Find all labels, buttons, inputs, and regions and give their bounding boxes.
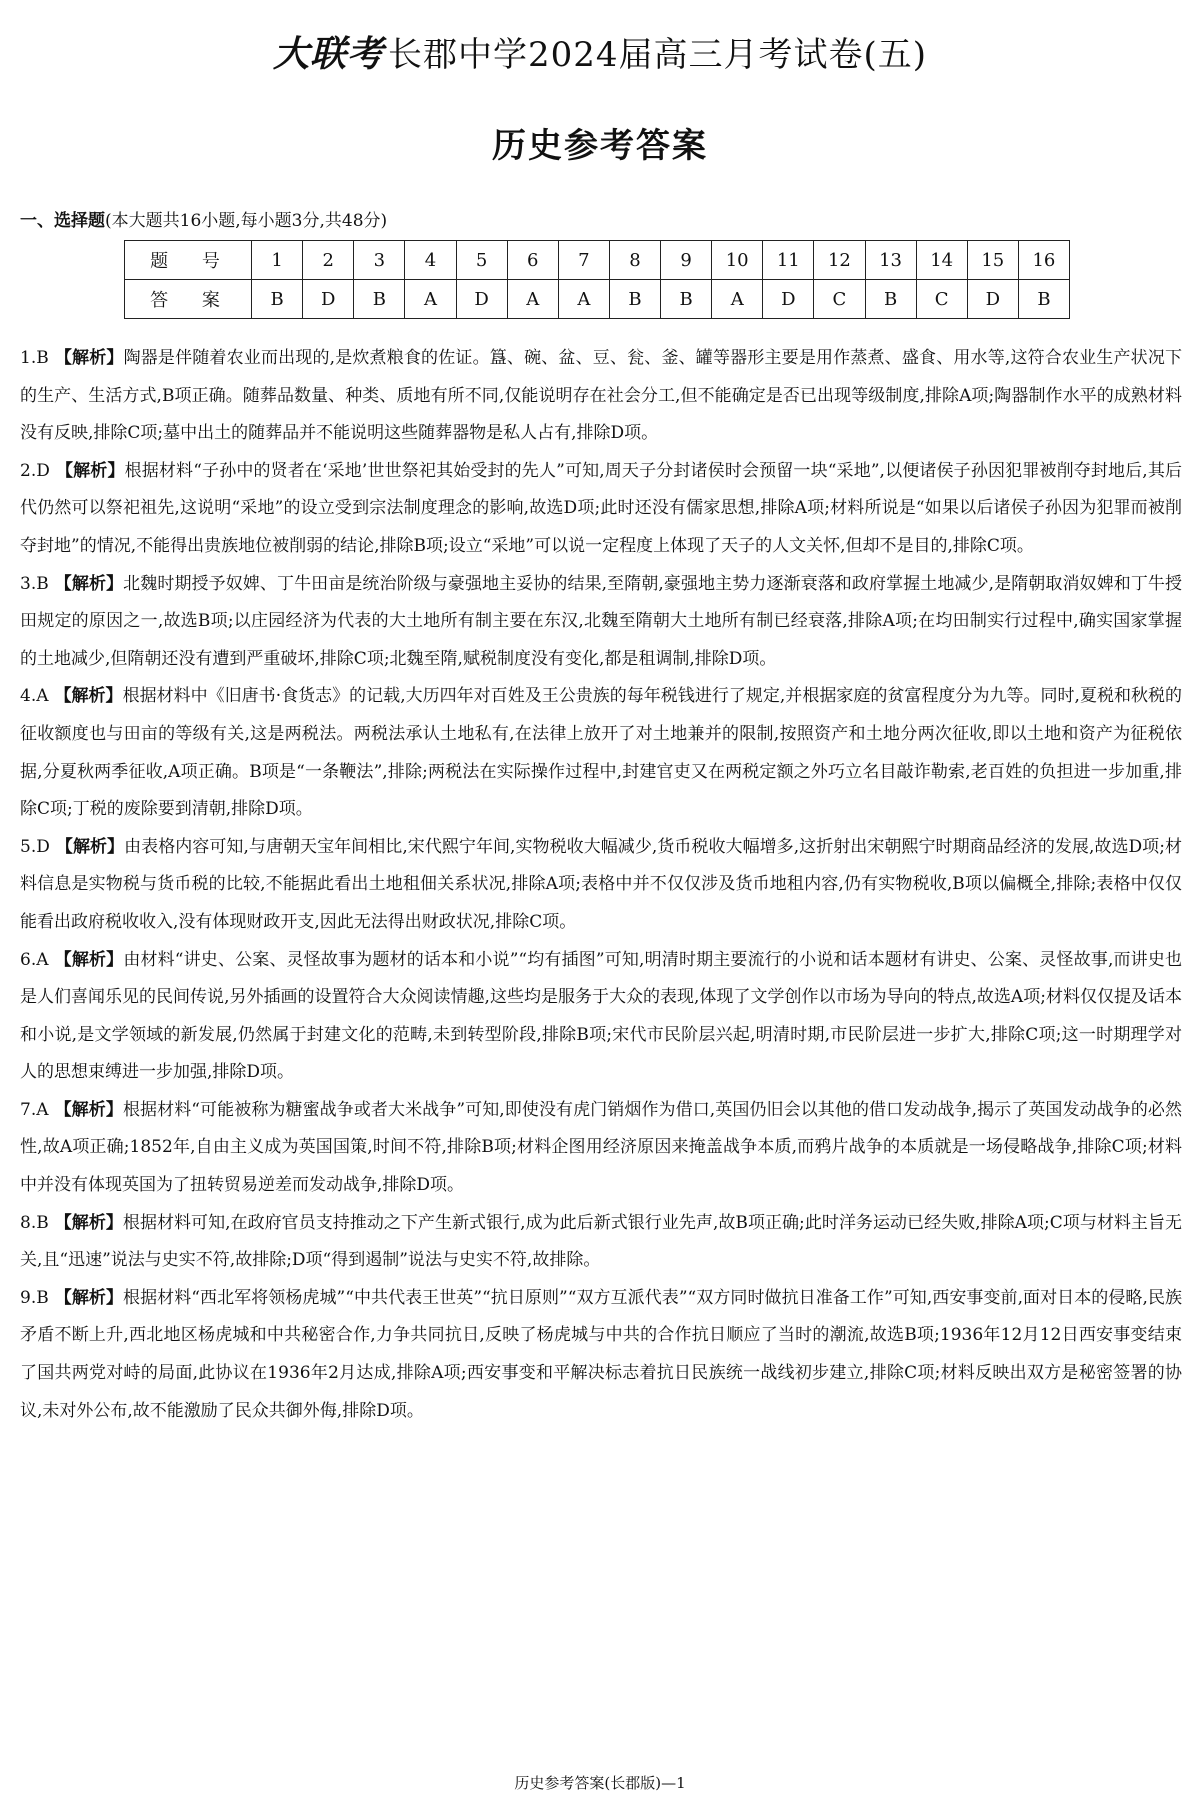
- answer-cell: B: [865, 280, 916, 319]
- page-footer: 历史参考答案(长郡版)—1: [514, 1774, 686, 1792]
- question-number-cell: 3: [354, 241, 405, 280]
- question-number-cell: 7: [558, 241, 609, 280]
- explanation-item: [20, 678, 1182, 828]
- answer-cell: D: [967, 280, 1018, 319]
- answer-cell: D: [763, 280, 814, 319]
- answer-cell: C: [916, 280, 967, 319]
- answer-cell: B: [661, 280, 712, 319]
- answer-row: [125, 280, 1070, 319]
- answer-cell: B: [1018, 280, 1069, 319]
- explanation-item: [20, 1205, 1182, 1280]
- question-number-cell: 9: [661, 241, 712, 280]
- explanation-number: 9.B: [20, 1287, 49, 1308]
- explanation-item: [20, 566, 1182, 679]
- explanation-text: 由表格内容可知,与唐朝天宝年间相比,宋代熙宁年间,实物税收大幅减少,货币税收大幅增多,这折射出宋朝熙宁时期商品经济的发展,故选D项;材料信息是实物税与货币税的比较,不能据此看出土地租佃关系状况,排除A项;表格中并不仅仅涉及货币地租内容,仍有实物税收,B项以偏概全,排除;表格中仅仅能看出政府税收收入,没有体现财政开支,因此无法得出财政状况,排除C项。: [20, 836, 1183, 932]
- explanation-number: 5.D: [20, 836, 50, 857]
- explanation-tag: 【解析】: [54, 949, 124, 970]
- question-number-cell: 5: [456, 241, 507, 280]
- explanation-text: 陶器是伴随着农业而出现的,是炊煮粮食的佐证。簋、碗、盆、豆、瓮、釜、罐等器形主要是用作蒸煮、盛食、用水等,这符合农业生产状况下的生产、生活方式,B项正确。随葬品数量、种类、质地有所不同,仅能说明存在社会分工,但不能确定是否已出现等级制度,排除A项;陶器制作水平的成熟材料没有反映,排除C项;墓中出土的随葬品并不能说明这些随葬器物是私人占有,排除D项。: [20, 348, 1182, 444]
- question-number-cell: 14: [916, 241, 967, 280]
- question-number-cell: 13: [865, 241, 916, 280]
- question-number-row: [125, 241, 1070, 280]
- row-label-number: 题 号: [125, 241, 252, 280]
- explanation-text: 根据材料“子孙中的贤者在‘采地’世世祭祀其始受封的先人”可知,周天子分封诸侯时会预留一块“采地”,以便诸侯子孙因犯罪被削夺封地后,其后代仍然可以祭祀祖先,这说明“采地”的设立受到宗法制度理念的影响,故选D项;此时还没有儒家思想,排除A项;材料所说是“如果以后诸侯子孙因为犯罪而被削夺封地”的情况,不能得出贵族地位被削弱的结论,排除B项;设立“采地”可以说一定程度上体现了天子的人文关怀,但却不是目的,排除C项。: [20, 460, 1183, 556]
- explanation-item: [20, 1092, 1182, 1205]
- question-number-cell: 11: [763, 241, 814, 280]
- answer-cell: A: [507, 280, 558, 319]
- question-number-cell: 1: [252, 241, 303, 280]
- explanation-number: 6.A: [20, 949, 49, 970]
- explanation-text: 北魏时期授予奴婢、丁牛田亩是统治阶级与豪强地主妥协的结果,至隋朝,豪强地主势力逐渐衰落和政府掌握土地减少,是隋朝取消奴婢和丁牛授田规定的原因之一,故选B项;以庄园经济为代表的大土地所有制主要在东汉,北魏至隋朝大土地所有制已经衰落,排除A项;在均田制实行过程中,确实国家掌握的土地减少,但隋朝还没有遭到严重破坏,排除C项;北魏至隋,赋税制度没有变化,都是租调制,排除D项。: [20, 573, 1182, 669]
- question-number-cell: 8: [609, 241, 660, 280]
- explanation-tag: 【解析】: [54, 573, 124, 594]
- explanation-number: 8.B: [20, 1212, 49, 1233]
- section-heading: [20, 206, 387, 231]
- explanation-tag: 【解析】: [54, 1212, 123, 1233]
- section-title: 一、选择题: [20, 211, 105, 231]
- question-number-cell: 10: [712, 241, 763, 280]
- explanation-item: [20, 829, 1182, 942]
- explanation-number: 1.B: [20, 348, 49, 368]
- explanation-item: [20, 340, 1182, 453]
- answer-cell: A: [405, 280, 456, 319]
- explanation-text: 根据材料“可能被称为糖蜜战争或者大米战争”可知,即使没有虎门销烟作为借口,英国仍旧会以其他的借口发动战争,揭示了英国发动战争的必然性,故A项正确;1852年,自由主义成为英国国策,时间不符,排除B项;材料企图用经济原因来掩盖战争本质,而鸦片战争的本质就是一场侵略战争,排除C项;材料中并没有体现英国为了扭转贸易逆差而发动战争,排除D项。: [20, 1099, 1183, 1196]
- answer-cell: B: [609, 280, 660, 319]
- explanation-item: [20, 453, 1182, 566]
- answer-cell: D: [303, 280, 354, 319]
- explanation-number: 2.D: [20, 460, 50, 481]
- brand-logo-text: 大联考: [272, 34, 384, 75]
- explanation-number: 4.A: [20, 686, 49, 707]
- exam-title: [0, 26, 1200, 77]
- question-number-cell: 16: [1018, 241, 1069, 280]
- explanation-tag: 【解析】: [54, 686, 123, 707]
- answer-table: [124, 240, 1070, 319]
- explanation-number: 3.B: [20, 573, 49, 594]
- question-number-cell: 4: [405, 241, 456, 280]
- answer-cell: D: [456, 280, 507, 319]
- answer-cell: B: [354, 280, 405, 319]
- answer-cell: A: [558, 280, 609, 319]
- explanation-tag: 【解析】: [54, 1287, 124, 1308]
- exam-title-text: 长郡中学2024届高三月考试卷(五): [387, 35, 928, 75]
- row-label-answer: 答 案: [125, 280, 252, 319]
- question-number-cell: 2: [303, 241, 354, 280]
- explanation-item: [20, 942, 1182, 1092]
- answer-cell: C: [814, 280, 865, 319]
- question-number-cell: 12: [814, 241, 865, 280]
- page-subtitle: 历史参考答案: [492, 126, 708, 166]
- explanation-text: 根据材料可知,在政府官员支持推动之下产生新式银行,成为此后新式银行业先声,故B项正确;此时洋务运动已经失败,排除A项;C项与材料主旨无关,且“迅速”说法与史实不符,故排除;D项“得到遏制”说法与史实不符,故排除。: [20, 1212, 1182, 1271]
- explanation-item: [20, 1280, 1182, 1430]
- explanation-tag: 【解析】: [55, 460, 125, 481]
- question-number-cell: 15: [967, 241, 1018, 280]
- section-note: (本大题共16小题,每小题3分,共48分): [105, 211, 388, 231]
- explanation-text: 由材料“讲史、公案、灵怪故事为题材的话本和小说”“均有插图”可知,明清时期主要流行的小说和话本题材有讲史、公案、灵怪故事,而讲史也是人们喜闻乐见的民间传说,另外插画的设置符合大众阅读情趣,这些均是服务于大众的表现,体现了文学创作以市场为导向的特点,故选A项;材料仅仅提及话本和小说,是文学领域的新发展,仍然属于封建文化的范畴,未到转型阶段,排除B项;宋代市民阶层兴起,明清时期,市民阶层进一步扩大,排除C项;这一时期理学对人的思想束缚进一步加强,排除D项。: [20, 949, 1182, 1083]
- explanation-number: 7.A: [20, 1099, 49, 1120]
- explanation-text: 根据材料中《旧唐书·食货志》的记载,大历四年对百姓及王公贵族的每年税钱进行了规定,并根据家庭的贫富程度分为九等。同时,夏税和秋税的征收额度也与田亩的等级有关,这是两税法。两税法承认土地私有,在法律上放开了对土地兼并的限制,按照资产和土地分两次征收,即以土地和资产为征税依据,分夏秋两季征收,A项正确。B项是“一条鞭法”,排除;两税法在实际操作过程中,封建官吏又在两税定额之外巧立名目敲诈勒索,老百姓的负担进一步加重,排除C项;丁税的废除要到清朝,排除D项。: [20, 686, 1183, 820]
- explanation-tag: 【解析】: [54, 1099, 123, 1120]
- answer-cell: B: [252, 280, 303, 319]
- explanation-tag: 【解析】: [55, 836, 125, 857]
- explanation-tag: 【解析】: [54, 348, 124, 368]
- question-number-cell: 6: [507, 241, 558, 280]
- explanation-list: [20, 340, 1182, 1430]
- answer-cell: A: [712, 280, 763, 319]
- explanation-text: 根据材料“西北军将领杨虎城”“中共代表王世英”“抗日原则”“双方互派代表”“双方同时做抗日准备工作”可知,西安事变前,面对日本的侵略,民族矛盾不断上升,西北地区杨虎城和中共秘密合作,力争共同抗日,反映了杨虎城与中共的合作抗日顺应了当时的潮流,故选B项;1936年12月12日西安事变结束了国共两党对峙的局面,此协议在1936年2月达成,排除A项;西安事变和平解决标志着抗日民族统一战线初步建立,排除C项;材料反映出双方是秘密签署的协议,未对外公布,故不能激励了民众共御外侮,排除D项。: [20, 1287, 1183, 1421]
